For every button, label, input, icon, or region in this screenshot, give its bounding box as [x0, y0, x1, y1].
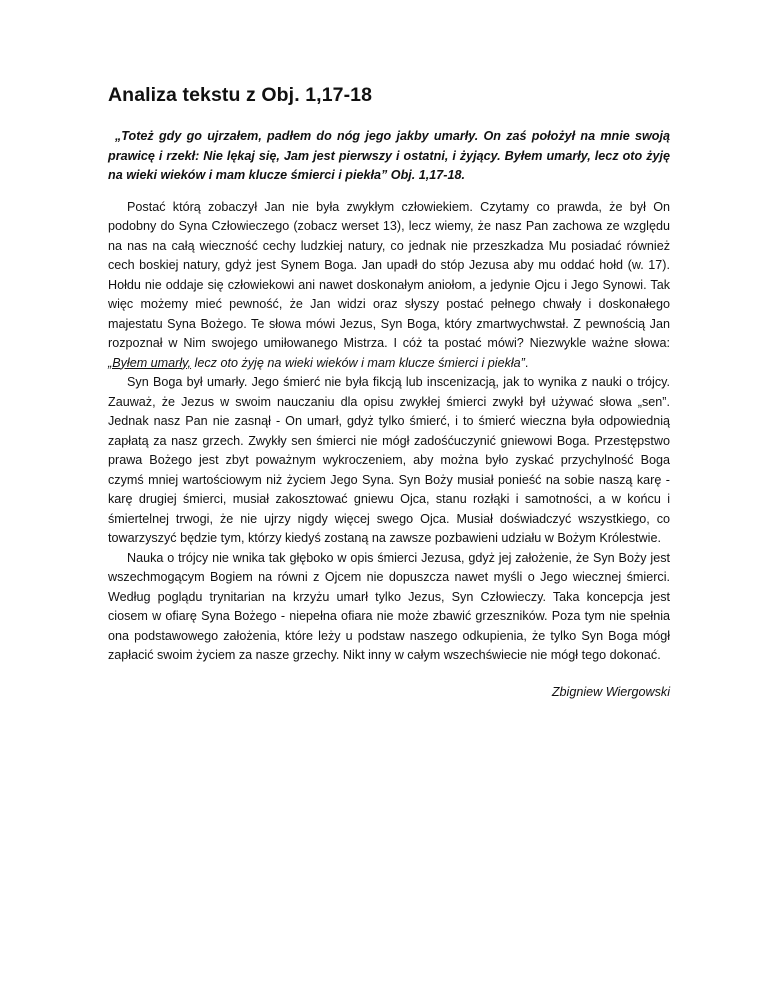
paragraph-1-text: Postać którą zobaczył Jan nie była zwykłym człowiekiem. Czytamy co prawda, że był On podobny do Syna Człowieczego (zobacz werset 13), lecz wiemy, że nasz Pan zachowa ze względu na nas na całą wieczność cechy ludzkiej natury, co jednak nie przeszkadza Mu posiadać również cech boskiej natury, gdyż jest Synem Boga. Jan upadł do stóp Jezusa aby mu oddać hołd (w. 17). Hołdu nie oddaje się człowiekowi ani nawet doskonałym aniołom, a jedynie Ojcu i Jego Synowi. Tak więc możemy mieć pewność, że Jan widzi oraz słyszy postać pełnego chwały i doskonałego majestatu Syna Bożego. Te słowa mówi Jezus, Syn Boga, który zmartwychwstał. Z pewnością Jan rozpoznał w Nim swojego umiłowanego Mistrza. I cóż ta postać mówi? Niezwykle ważne słowa: — [108, 199, 670, 350]
author-signature: Zbigniew Wiergowski — [551, 684, 670, 699]
scripture-quote: „Toteż gdy go ujrzałem, padłem do nóg jego jakby umarły. On zaś położył na mnie swoją prawicę i rzekł: Nie lękaj się, Jam jest pierwszy i ostatni, i żyjący. Byłem umarły, lecz oto żyję na wieki wieków i mam klucze śmierci i piekła” Obj. 1,17-18. — [108, 129, 670, 182]
paragraph-1-end: . — [524, 355, 529, 370]
paragraph-2: Syn Boga był umarły. Jego śmierć nie była fikcją lub inscenizacją, jak to wynika z nauki o trójcy. Zauważ, że Jezus w swoim nauczaniu dla opisu zwykłej śmierci zwykł był używać słowa „sen”. Jednak nasz Pan nie zasnął - On umarł, gdyż tylko śmierć, i to śmierć wieczna była odpowiednią zapłatą za nasz grzech. Zwykły sen śmierci nie mógł zadośćuczynić gniewowi Boga. Przestępstwo prawa Bożego jest zbyt poważnym wykroczeniem, aby można było zyskać przychylność Boga czymś mniej wartościowym niż życiem Jego Syna. Syn Boży musiał ponieść na sobie naszą karę - karę drugiej śmierci, musiał zakosztować gniewu Ojca, stanu rozłąki i samotności, a w końcu i śmiertelnej trwogi, że nie ujrzy nigdy więcej swego Ojca. Musiał doświadczyć wszystkiego, co towarzyszyć będzie tym, którzy kiedyś zostaną na zawsze pozbawieni udziału w Bożym Królestwie. — [108, 375, 670, 545]
document-title: Analiza tekstu z Obj. 1,17-18 — [108, 84, 373, 106]
paragraph-1 — [108, 198, 670, 374]
paragraph-1-quote — [108, 356, 525, 370]
paragraph-3: Nauka o trójcy nie wnika tak głęboko w opis śmierci Jezusa, gdyż jej założenie, że Syn Boży jest wszechmogącym Bogiem na równi z Ojcem nie dopuszcza nawet myśli o Jego wiecznej śmierci. Według poglądu trynitarian na krzyżu umarł tylko Jezus, Syn Człowieczy. Taka koncepcja jest ciosem w ofiarę Syna Bożego - niepełna ofiara nie może zbawić grzeszników. Poza tym nie spełnia ona podstawowego założenia, które leży u podstaw naszego odkupienia, że tylko Syn Boga mógł zapłacić swoim życiem za nasze grzechy. Nikt inny w całym wszechświecie nie mógł tego dokonać. — [108, 550, 670, 662]
paragraph-1-quote-underlined: „Byłem umarły, — [108, 355, 192, 370]
document-page — [108, 84, 670, 699]
paragraph-1-quote-rest: lecz oto żyję na wieki wieków i mam klucze śmierci i piekła” — [191, 355, 525, 370]
